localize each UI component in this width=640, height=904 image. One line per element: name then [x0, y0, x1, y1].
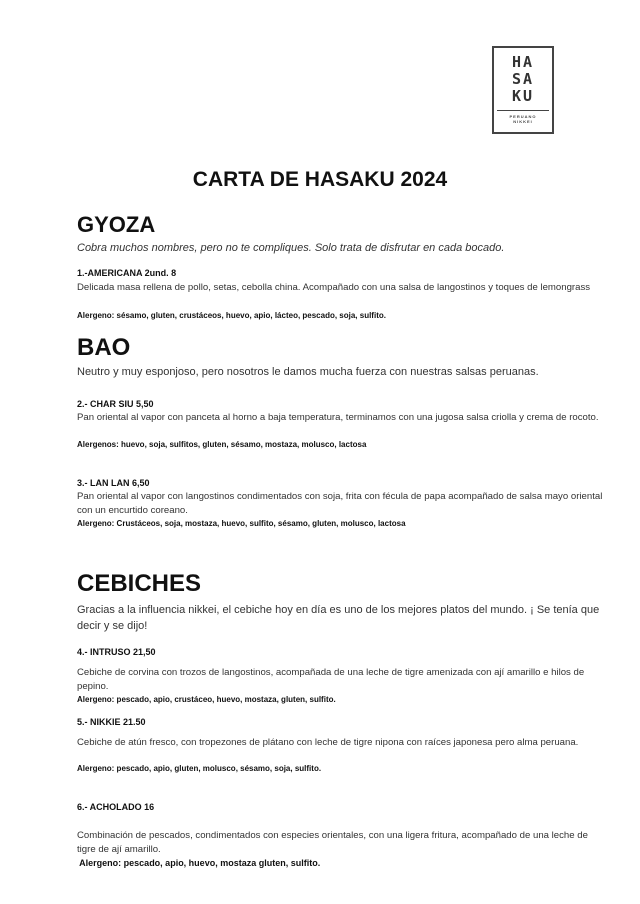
logo-line: SA [511, 70, 535, 88]
section-heading-bao: BAO [77, 334, 131, 361]
section-intro: Cobra muchos nombres, pero no te compliques. Solo trata de disfrutar en cada bocado. [77, 242, 505, 254]
logo-subtitle [494, 114, 552, 124]
item-allergens: Alergeno: sésamo, gluten, crustáceos, huevo, apio, lácteo, pescado, soja, sulfito. [77, 311, 386, 320]
item-title: 6.- ACHOLADO 16 [77, 802, 155, 812]
section-intro: Gracias a la influencia nikkei, el cebiche hoy en día es uno de los mejores platos del mundo. ¡ Se tenía que decir y se dijo! [77, 604, 600, 632]
item-allergens: Alergenos: huevo, soja, sulfitos, gluten, sésamo, mostaza, molusco, lactosa [77, 440, 367, 449]
item-description: Delicada masa rellena de pollo, setas, cebolla china. Acompañado con una salsa de langostinos y toques de lemongrass [77, 282, 591, 293]
item-title: 2.- CHAR SIU 5,50 [77, 399, 154, 409]
logo-line: HA [511, 53, 535, 71]
item-description: Cebiche de atún fresco, con tropezones de plátano con leche de tigre nipona con raíces japonesa pero alma peruana. [77, 737, 579, 748]
logo-sub-line: PERUANO [509, 114, 537, 119]
item-description: Pan oriental al vapor con panceta al horno a baja temperatura, terminamos con una jugosa salsa criolla y crema de rocoto. [77, 412, 599, 423]
item-allergens: Alergeno: pescado, apio, huevo, mostaza gluten, sulfito. [77, 858, 321, 868]
section-heading-gyoza: GYOZA [77, 212, 156, 237]
logo-sub-line: NIKKEI [513, 119, 533, 124]
page-title: CARTA DE HASAKU 2024 [192, 168, 448, 191]
section-heading-cebiches: CEBICHES [77, 570, 202, 597]
logo-divider [497, 110, 549, 111]
item-title: 4.- INTRUSO 21,50 [77, 647, 156, 657]
item-allergens: Alergeno: Crustáceos, soja, mostaza, huevo, sulfito, sésamo, gluten, molusco, lactosa [77, 519, 406, 528]
logo-line: KU [511, 87, 535, 105]
item-description: Pan oriental al vapor con langostinos condimentados con soja, frita con fécula de papa acompañado de salsa mayo oriental con un encurtido coreano. [77, 491, 603, 516]
item-title: 5.- NIKKIE 21.50 [77, 717, 146, 727]
item-description: Combinación de pescados, condimentados con especies orientales, con una ligera fritura, acompañado de una leche de tigre de ají amarillo. [77, 830, 588, 855]
item-description: Cebiche de corvina con trozos de langostinos, acompañada de una leche de tigre amenizada con ají amarillo e hilos de pepino. [77, 667, 585, 692]
item-title: 3.- LAN LAN 6,50 [77, 478, 150, 488]
section-intro: Neutro y muy esponjoso, pero nosotros le damos mucha fuerza con nuestras salsas peruanas. [77, 366, 539, 378]
hasaku-logo [492, 46, 554, 134]
item-allergens: Alergeno: pescado, apio, gluten, molusco, sésamo, soja, sulfito. [77, 764, 322, 773]
item-title: 1.-AMERICANA 2und. 8 [77, 268, 177, 278]
item-allergens: Alergeno: pescado, apio, crustáceo, huevo, mostaza, gluten, sulfito. [77, 695, 336, 704]
logo-letters [494, 54, 552, 105]
